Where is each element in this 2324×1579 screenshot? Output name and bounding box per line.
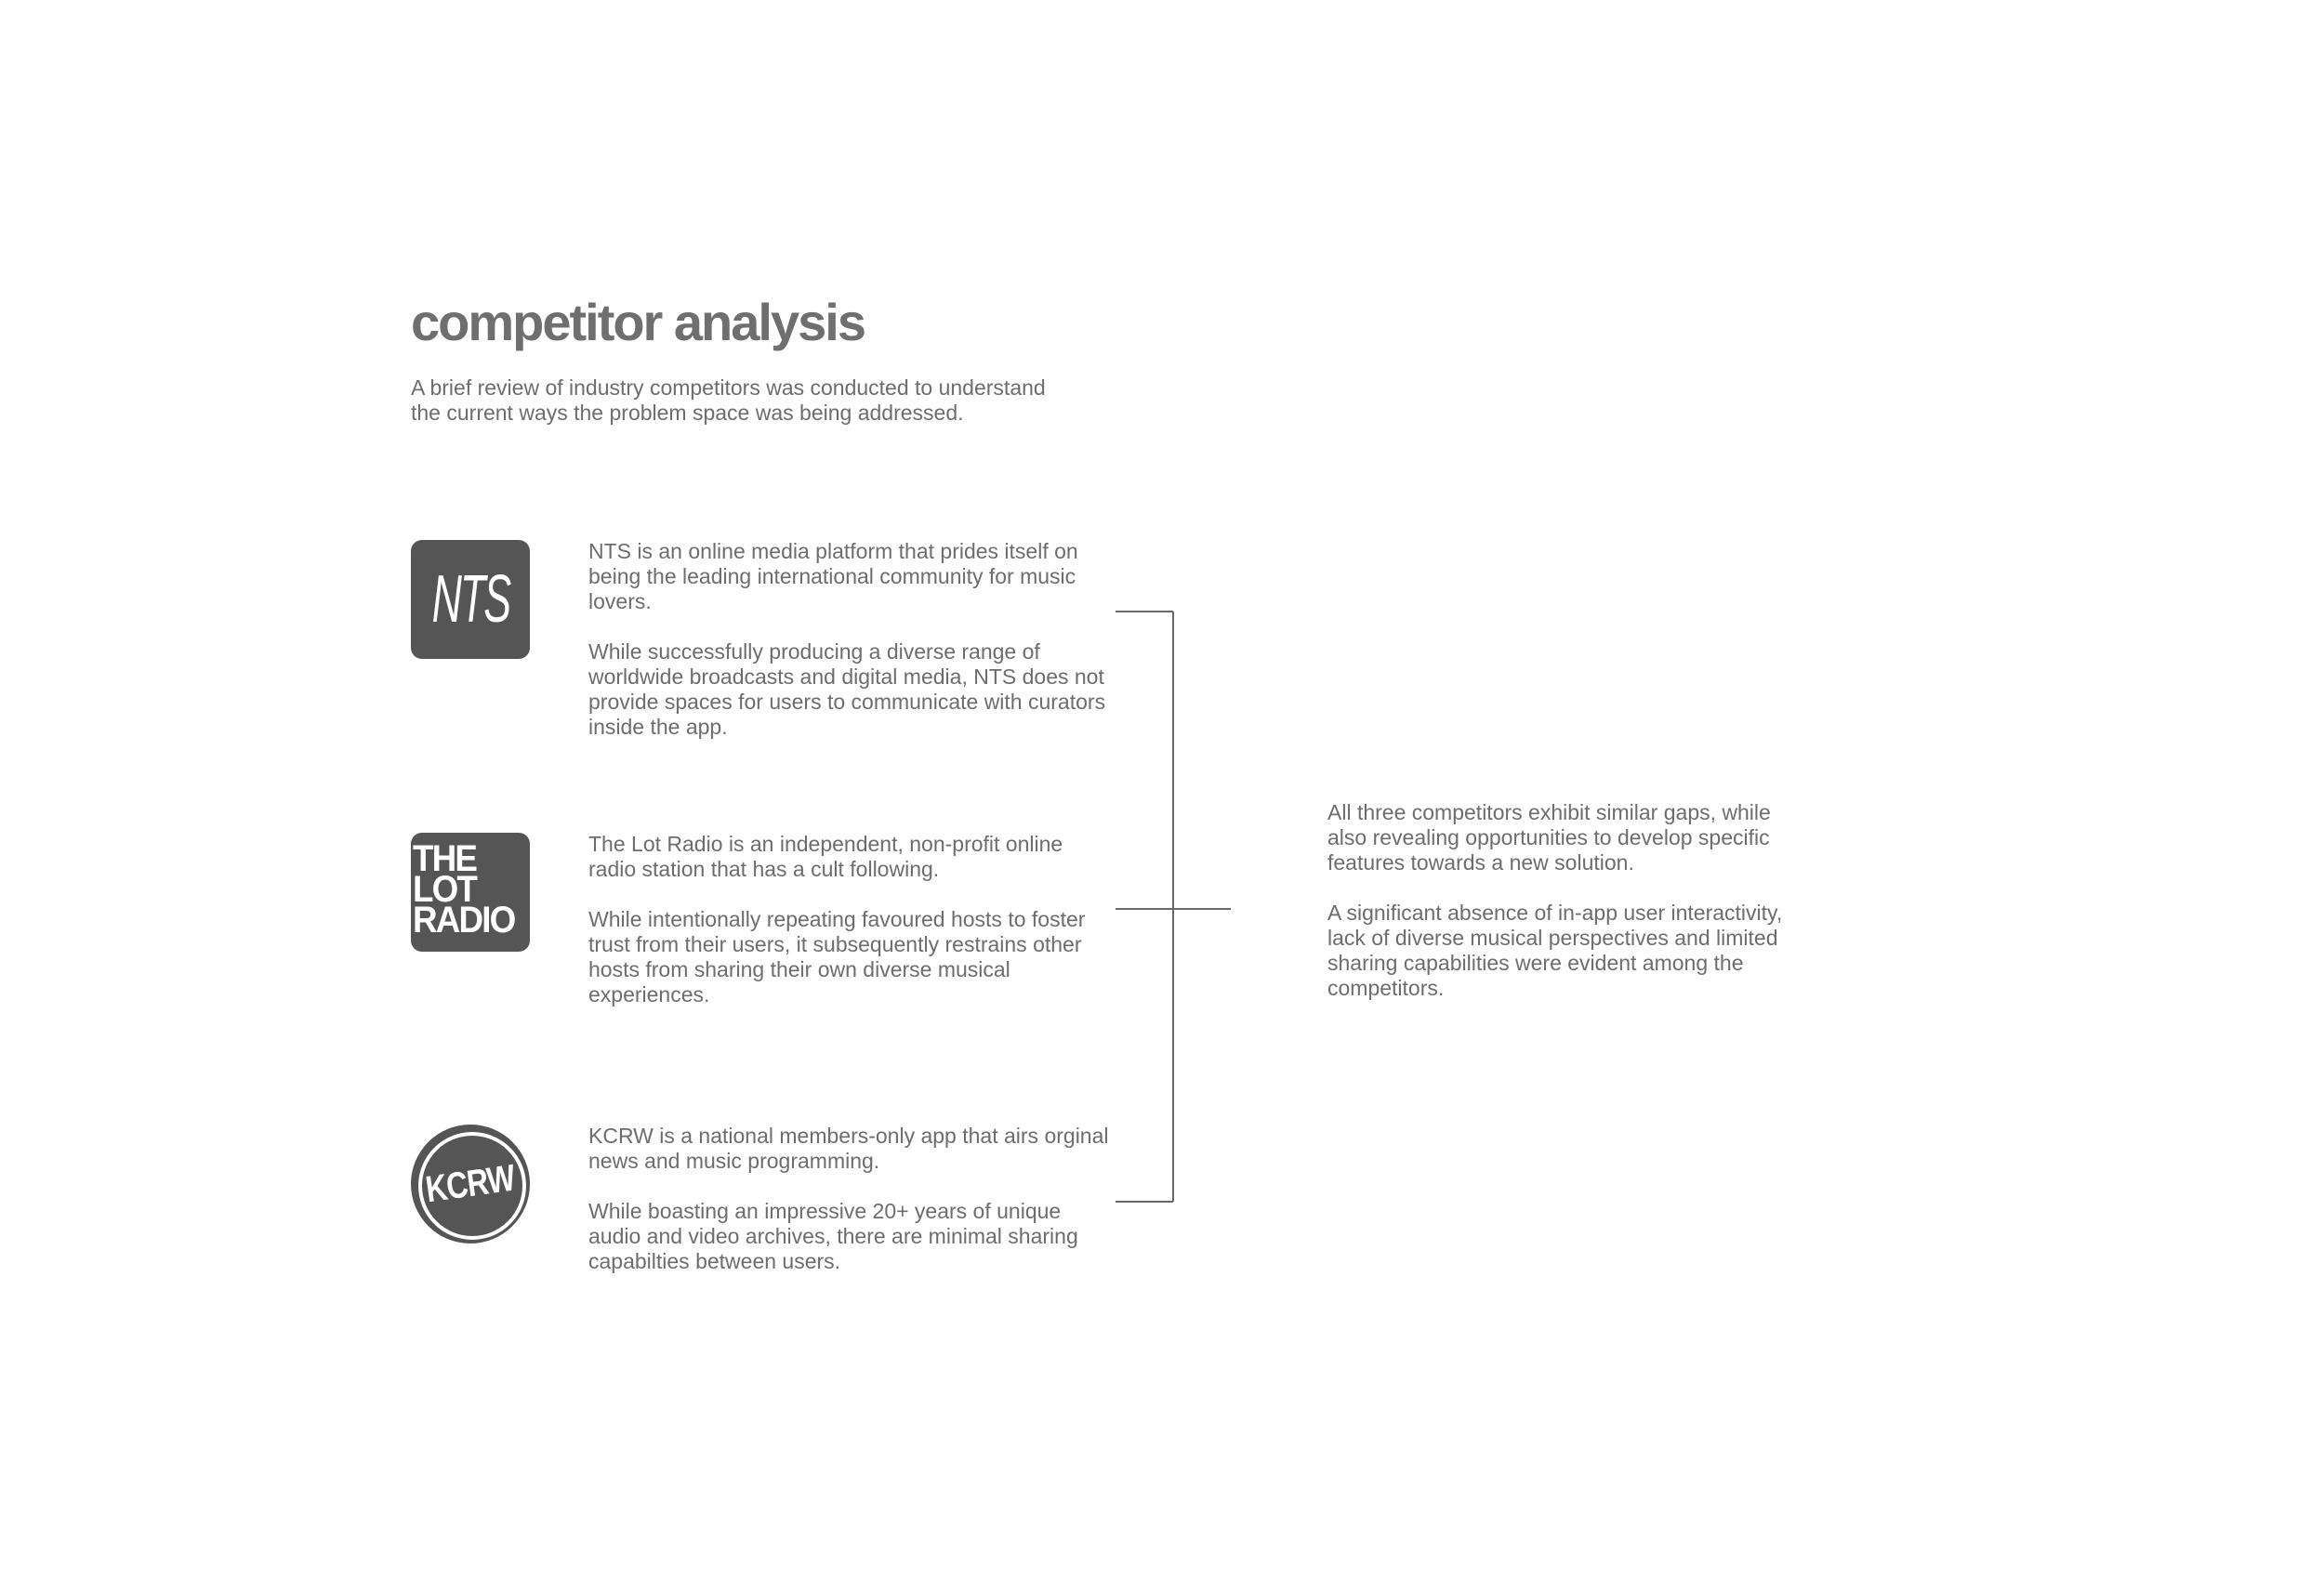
lot-logo-line-3: RADIO [413, 900, 515, 941]
competitor-lot-radio-description [588, 832, 1109, 1033]
competitor-description: KCRW is a national members-only app that airs orginal news and music programming. [588, 1124, 1109, 1173]
lot-logo-line-2: LOT [413, 869, 477, 910]
bracket-connector [1116, 604, 1236, 1208]
nts-logo-text: NTS [431, 562, 509, 637]
summary-paragraph-1: All three competitors exhibit similar gaps, while also revealing opportunities to develop specific features towards a new solution. [1327, 800, 1771, 875]
competitor-description: The Lot Radio is an independent, non-profit online radio station that has a cult following. [588, 832, 1063, 881]
lot-logo-line-1: THE [413, 838, 477, 879]
competitor-analysis: While successfully producing a diverse range of worldwide broadcasts and digital media, NTS does not provide spaces for users to communicate with curators inside the app. [588, 639, 1106, 739]
nts-logo-icon [411, 540, 530, 659]
summary-paragraph-2: A significant absence of in-app user interactivity, lack of diverse musical perspectives and limited sharing capabilities were evident among the competitors. [1327, 901, 1783, 1000]
competitor-kcrw-description [588, 1124, 1109, 1299]
page-title: competitor analysis [411, 293, 865, 351]
competitor-description: NTS is an online media platform that prides itself on being the leading international community for music lovers. [588, 539, 1078, 613]
kcrw-logo-text: KCRW [423, 1157, 518, 1210]
competitor-nts-description [588, 539, 1109, 765]
intro-text: A brief review of industry competitors was conducted to understand the current ways the problem space was being addressed. [411, 375, 1046, 425]
competitor-analysis: While intentionally repeating favoured hosts to foster trust from their users, it subsequently restrains other hosts from sharing their own diverse musical experiences. [588, 907, 1086, 1007]
kcrw-logo-icon [411, 1125, 530, 1243]
the-lot-radio-logo-icon [411, 833, 530, 952]
summary-block [1327, 800, 1783, 1026]
competitor-analysis: While boasting an impressive 20+ years of unique audio and video archives, there are minimal sharing capabilties between users. [588, 1199, 1078, 1273]
